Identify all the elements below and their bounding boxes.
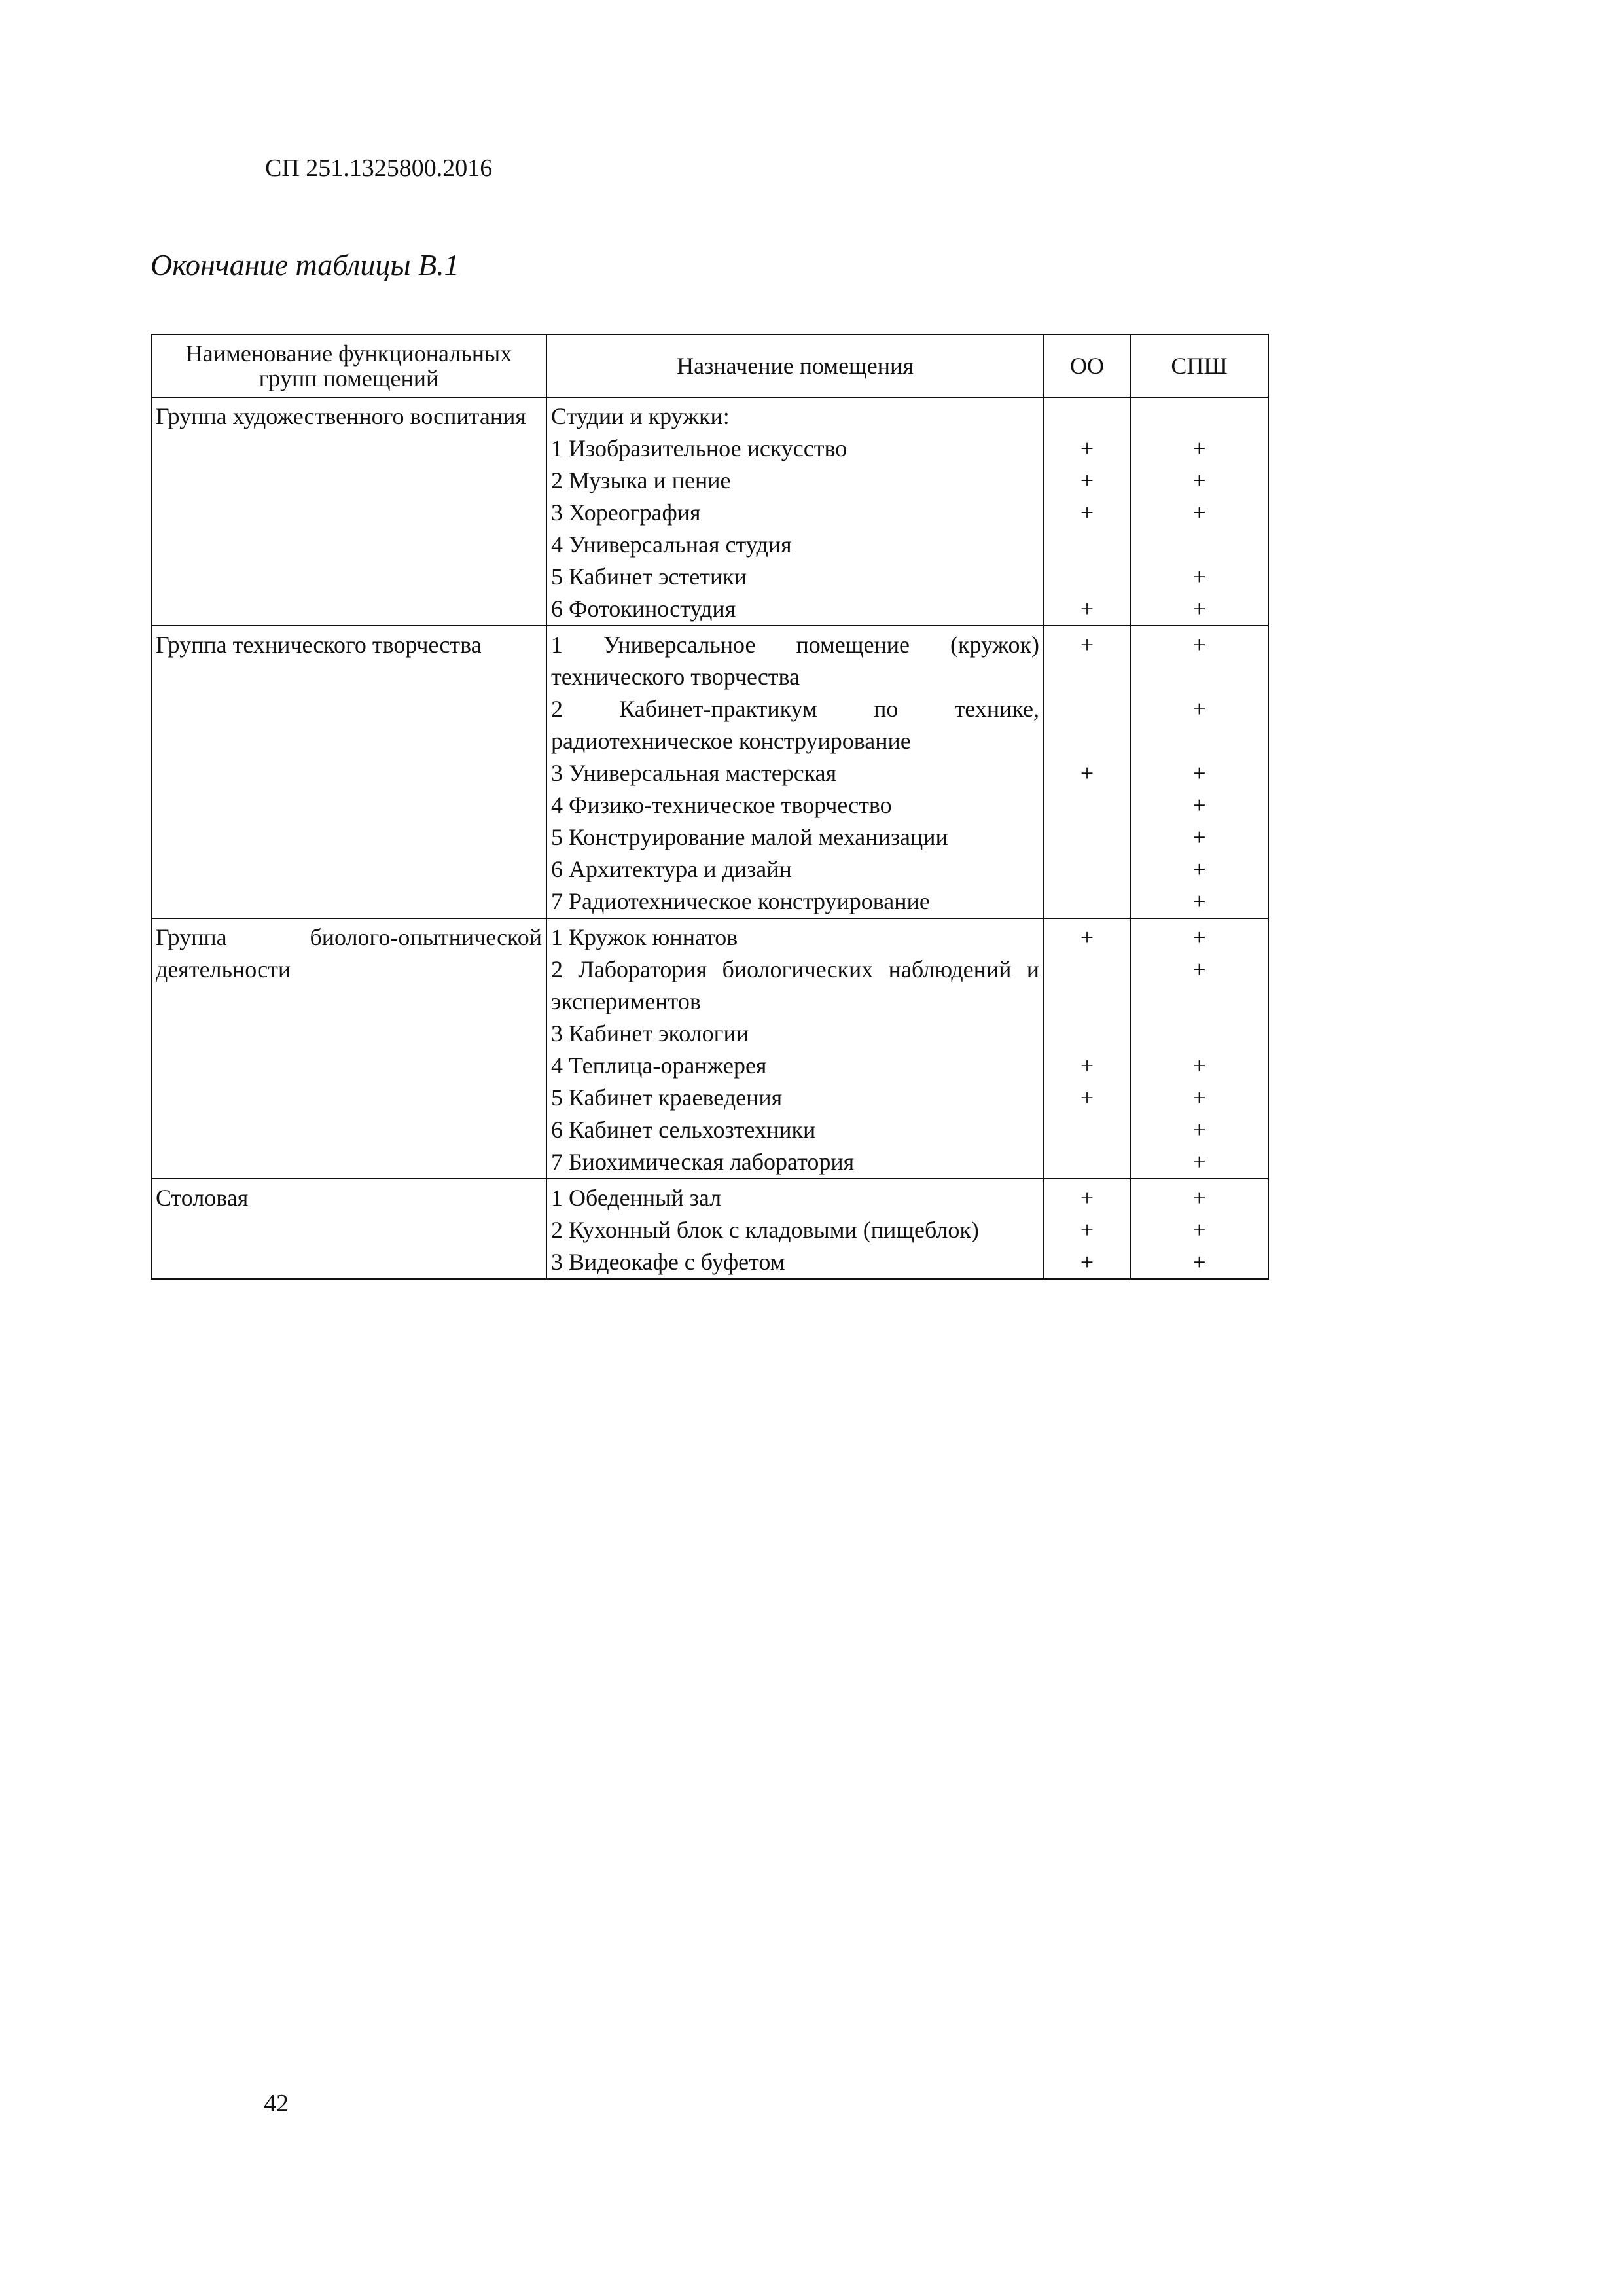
header-group: Наименование функциональных групп помещений (151, 334, 546, 397)
spsh-mark: + (1192, 596, 1206, 622)
oo-mark: + (1080, 1085, 1094, 1111)
oo-mark (1044, 954, 1130, 1018)
purpose-item: 3 Хореография (551, 499, 701, 526)
purpose-item: 1 Универсальное помещение (кружок) технического творчества (551, 632, 1039, 690)
header-spsh: СПШ (1130, 334, 1268, 397)
oo-mark: + (1080, 632, 1094, 658)
page-number: 42 (264, 2090, 289, 2117)
oo-mark: + (1080, 435, 1094, 461)
spsh-mark (1131, 401, 1268, 433)
oo-mark (1044, 529, 1130, 561)
purpose-cell (546, 626, 1044, 918)
purpose-item: 1 Изобразительное искусство (551, 435, 847, 461)
purpose-item: 2 Кухонный блок с кладовыми (пищеблок) (551, 1217, 979, 1243)
spsh-mark: + (1192, 1085, 1206, 1111)
oo-cell (1044, 918, 1130, 1179)
oo-mark: + (1080, 760, 1094, 786)
spsh-mark: + (1192, 1117, 1206, 1143)
purpose-cell (546, 1179, 1044, 1279)
oo-mark: + (1080, 924, 1094, 950)
purpose-item: 1 Кружок юннатов (551, 924, 738, 950)
spsh-cell (1130, 1179, 1268, 1279)
spsh-mark: + (1192, 1185, 1206, 1211)
spsh-mark: + (1192, 696, 1206, 722)
oo-mark (1044, 401, 1130, 433)
purpose-item: Студии и кружки: (551, 403, 730, 429)
spsh-mark (1131, 529, 1268, 561)
group-name-cell: Группа биолого-опытнической деятельности (151, 918, 546, 1179)
spsh-mark: + (1192, 956, 1206, 982)
oo-mark (1044, 1146, 1130, 1178)
spsh-mark: + (1192, 760, 1206, 786)
purpose-item: 2 Кабинет-практикум по технике, радиотехническое конструирование (551, 696, 1039, 754)
table-header-row (151, 334, 1268, 397)
oo-mark: + (1080, 1052, 1094, 1079)
purpose-item: 1 Обеденный зал (551, 1185, 722, 1211)
spsh-mark: + (1192, 792, 1206, 818)
oo-mark: + (1080, 596, 1094, 622)
purpose-item: 3 Видеокафе с буфетом (551, 1249, 785, 1275)
spsh-mark: + (1192, 499, 1206, 526)
purpose-item: 6 Архитектура и дизайн (551, 856, 792, 882)
oo-mark (1044, 1114, 1130, 1146)
purpose-item: 5 Конструирование малой механизации (551, 824, 948, 850)
spsh-mark: + (1192, 564, 1206, 590)
rooms-table (151, 334, 1269, 1280)
oo-mark (1044, 693, 1130, 757)
oo-mark: + (1080, 1185, 1094, 1211)
purpose-item: 4 Теплица-оранжерея (551, 1052, 767, 1079)
table-section-row (151, 918, 1268, 1179)
spsh-mark: + (1192, 632, 1206, 658)
oo-mark (1044, 886, 1130, 918)
spsh-cell (1130, 626, 1268, 918)
purpose-item: 6 Кабинет сельхозтехники (551, 1117, 816, 1143)
spsh-mark: + (1192, 888, 1206, 914)
spsh-mark: + (1192, 435, 1206, 461)
oo-mark (1044, 853, 1130, 886)
oo-cell (1044, 397, 1130, 626)
purpose-item: 5 Кабинет краеведения (551, 1085, 783, 1111)
oo-mark: + (1080, 499, 1094, 526)
oo-mark (1044, 561, 1130, 593)
purpose-cell (546, 397, 1044, 626)
purpose-cell (546, 918, 1044, 1179)
oo-mark (1044, 1018, 1130, 1050)
spsh-mark: + (1192, 467, 1206, 493)
purpose-item: 4 Физико-техническое творчество (551, 792, 892, 818)
oo-mark: + (1080, 467, 1094, 493)
group-name-cell: Группа технического творчества (151, 626, 546, 918)
spsh-mark: + (1192, 1249, 1206, 1275)
oo-mark: + (1080, 1217, 1094, 1243)
oo-mark: + (1080, 1249, 1094, 1275)
oo-mark (1044, 789, 1130, 821)
spsh-mark: + (1192, 924, 1206, 950)
document-code: СП 251.1325800.2016 (265, 154, 493, 182)
purpose-item: 4 Универсальная студия (551, 531, 792, 558)
group-name-cell: Группа художественного воспитания (151, 397, 546, 626)
spsh-mark: + (1192, 856, 1206, 882)
purpose-item: 6 Фотокиностудия (551, 596, 736, 622)
header-purpose: Назначение помещения (546, 334, 1044, 397)
header-oo: ОО (1044, 334, 1130, 397)
oo-cell (1044, 626, 1130, 918)
table-caption: Окончание таблицы В.1 (151, 248, 459, 281)
oo-mark (1044, 821, 1130, 853)
spsh-mark: + (1192, 824, 1206, 850)
purpose-item: 5 Кабинет эстетики (551, 564, 747, 590)
purpose-item: 7 Радиотехническое конструирование (551, 888, 930, 914)
table-section-row (151, 397, 1268, 626)
purpose-item: 3 Кабинет экологии (551, 1020, 749, 1047)
spsh-cell (1130, 397, 1268, 626)
oo-cell (1044, 1179, 1130, 1279)
purpose-item: 7 Биохимическая лаборатория (551, 1149, 855, 1175)
purpose-item: 2 Лаборатория биологических наблюдений и экспериментов (551, 956, 1039, 1014)
purpose-item: 3 Универсальная мастерская (551, 760, 837, 786)
group-name-cell: Столовая (151, 1179, 546, 1279)
table-section-row (151, 626, 1268, 918)
table-section-row (151, 1179, 1268, 1279)
spsh-mark (1131, 1018, 1268, 1050)
purpose-item: 2 Музыка и пение (551, 467, 731, 493)
spsh-mark: + (1192, 1149, 1206, 1175)
spsh-mark: + (1192, 1052, 1206, 1079)
table-body (151, 397, 1268, 1279)
spsh-cell (1130, 918, 1268, 1179)
spsh-mark: + (1192, 1217, 1206, 1243)
